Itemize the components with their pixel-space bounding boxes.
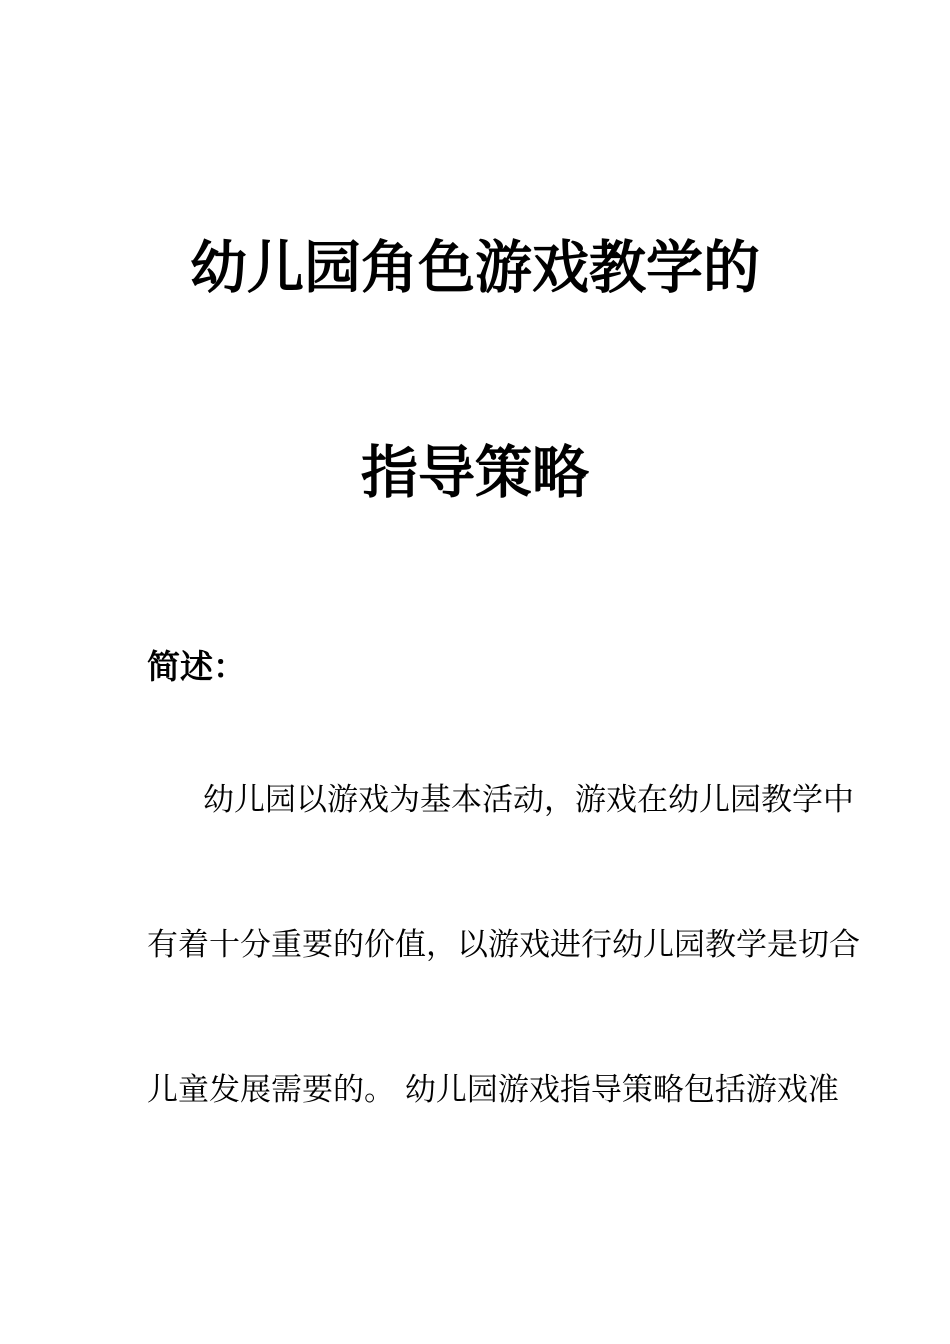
body-text-line: 幼儿园以游戏为基本活动，游戏在幼儿园教学中 <box>203 782 854 818</box>
document-title-line-1: 幼儿园角色游戏教学的 <box>190 235 760 301</box>
abstract-label: 简述： <box>147 647 246 686</box>
body-text-line: 有着十分重要的价值，以游戏进行幼儿园教学是切合 <box>147 927 860 963</box>
document-title-line-2: 指导策略 <box>361 440 589 506</box>
body-text-line: 儿童发展需要的。 幼儿园游戏指导策略包括游戏准 <box>147 1072 839 1108</box>
